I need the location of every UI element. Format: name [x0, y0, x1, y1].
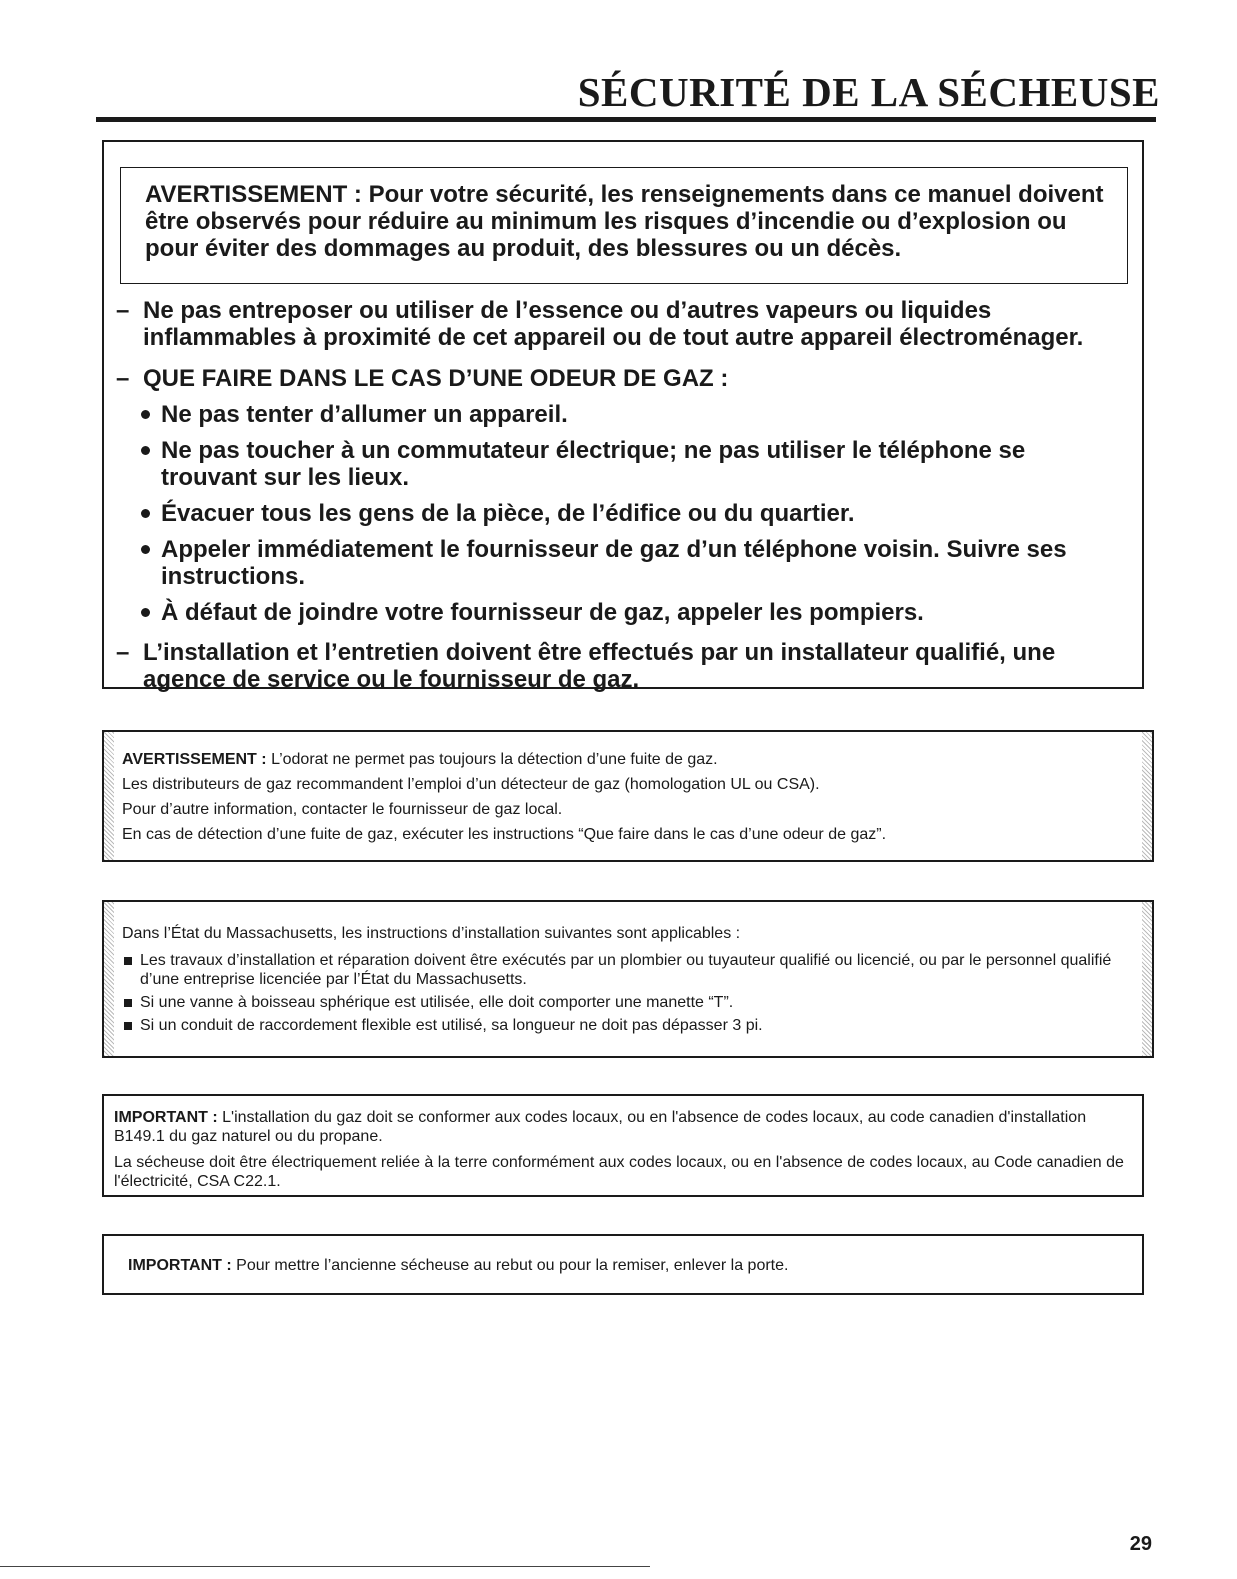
- gas-step-text: Ne pas tenter d’allumer un appareil.: [161, 401, 568, 428]
- warning-item-gasoline: [116, 297, 1126, 351]
- warning-item-installation: [116, 639, 1126, 693]
- massachusetts-box: [102, 900, 1154, 1058]
- dash-marker: –: [116, 297, 130, 324]
- gas-detector-box: [102, 730, 1154, 862]
- shading: [1142, 732, 1152, 860]
- shading: [104, 902, 114, 1056]
- warning-item-text: Ne pas entreposer ou utiliser de l’essence ou d’autres vapeurs ou liquides inflammables à proximité de cet appareil ou de tout autre appareil électroménager.: [143, 297, 1084, 351]
- disposal-box: [102, 1234, 1144, 1295]
- code-paragraph: La sécheuse doit être électriquement reliée à la terre conformément aux codes locaux, ou en l'absence de codes locaux, au Code canadien de l'électricité, CSA C22.1.: [114, 1154, 1124, 1190]
- bullet-dot-icon: [141, 410, 150, 419]
- warning-list: [116, 297, 1126, 693]
- detector-line: AVERTISSEMENT : L’odorat ne permet pas toujours la détection d’une fuite de gaz.: [122, 751, 718, 768]
- shading: [1142, 902, 1152, 1056]
- bullet-dot-icon: [141, 446, 150, 455]
- important-label: IMPORTANT :: [114, 1109, 218, 1126]
- shading: [104, 732, 114, 860]
- footer-line: [0, 1566, 650, 1567]
- warning-item-text: L’installation et l’entretien doivent être effectués par un installateur qualifié, une agence de service ou le fournisseur de gaz.: [143, 639, 1056, 693]
- warning-item-gas-odor: [116, 365, 1126, 392]
- page-number: 29: [1129, 1533, 1152, 1555]
- massachusetts-intro: Dans l’État du Massachusetts, les instructions d’installation suivantes sont applicables :: [122, 925, 741, 942]
- warning-item-text: QUE FAIRE DANS LE CAS D’UNE ODEUR DE GAZ :: [143, 365, 729, 392]
- title-rule: [96, 117, 1156, 122]
- warning-heading: AVERTISSEMENT : Pour votre sécurité, les renseignements dans ce manuel doivent être observés pour réduire au minimum les risques d’incendie ou d’explosion ou pour éviter des dommages au produit, des blessures ou un décès.: [120, 167, 1128, 284]
- gas-step-text: Évacuer tous les gens de la pièce, de l’édifice ou du quartier.: [161, 500, 855, 527]
- bullet-dot-icon: [141, 545, 150, 554]
- square-bullet-icon: [124, 1022, 132, 1030]
- dash-marker: –: [116, 639, 130, 666]
- gas-step: [116, 599, 1126, 626]
- square-bullet-icon: [124, 999, 132, 1007]
- detector-line: En cas de détection d’une fuite de gaz, exécuter les instructions “Que faire dans le cas d’une odeur de gaz”.: [122, 826, 887, 843]
- gas-step-text: À défaut de joindre votre fournisseur de gaz, appeler les pompiers.: [161, 599, 924, 626]
- massachusetts-item: Si une vanne à boisseau sphérique est utilisée, elle doit comporter une manette “T”.: [122, 993, 1134, 1012]
- disposal-text: IMPORTANT : Pour mettre l’ancienne sécheuse au rebut ou pour la remiser, enlever la porte.: [128, 1257, 789, 1274]
- dash-marker: –: [116, 365, 130, 392]
- gas-step: [116, 500, 1126, 527]
- gas-step-text: Appeler immédiatement le fournisseur de gaz d’un téléphone voisin. Suivre ses instructions.: [161, 536, 1067, 590]
- detector-line: Les distributeurs de gaz recommandent l’emploi d’un détecteur de gaz (homologation UL ou CSA).: [122, 776, 820, 793]
- bullet-dot-icon: [141, 608, 150, 617]
- warning-label: AVERTISSEMENT :: [122, 751, 267, 768]
- gas-step: [116, 536, 1126, 590]
- gas-step: [116, 437, 1126, 491]
- gas-step: [116, 401, 1126, 428]
- detector-line: Pour d’autre information, contacter le fournisseur de gaz local.: [122, 801, 563, 818]
- bullet-dot-icon: [141, 509, 150, 518]
- massachusetts-item: Les travaux d’installation et réparation doivent être exécutés par un plombier ou tuyauteur qualifié ou licencié, ou par le personnel qualifié d’une entreprise licenciée par l’État du Massachusetts.: [122, 951, 1134, 989]
- massachusetts-item: Si un conduit de raccordement flexible est utilisé, sa longueur ne doit pas dépasser 3 pi.: [122, 1016, 1134, 1035]
- gas-step-text: Ne pas toucher à un commutateur électrique; ne pas utiliser le téléphone se trouvant sur les lieux.: [161, 437, 1026, 491]
- code-box: [102, 1094, 1144, 1197]
- important-label: IMPORTANT :: [128, 1257, 232, 1274]
- code-paragraph: IMPORTANT : L'installation du gaz doit se conformer aux codes locaux, ou en l'absence de codes locaux, au code canadien d'installation B149.1 du gaz naturel ou du propane.: [114, 1109, 1087, 1145]
- square-bullet-icon: [124, 957, 132, 965]
- page-title: SÉCURITÉ DE LA SÉCHEUSE: [577, 69, 1160, 115]
